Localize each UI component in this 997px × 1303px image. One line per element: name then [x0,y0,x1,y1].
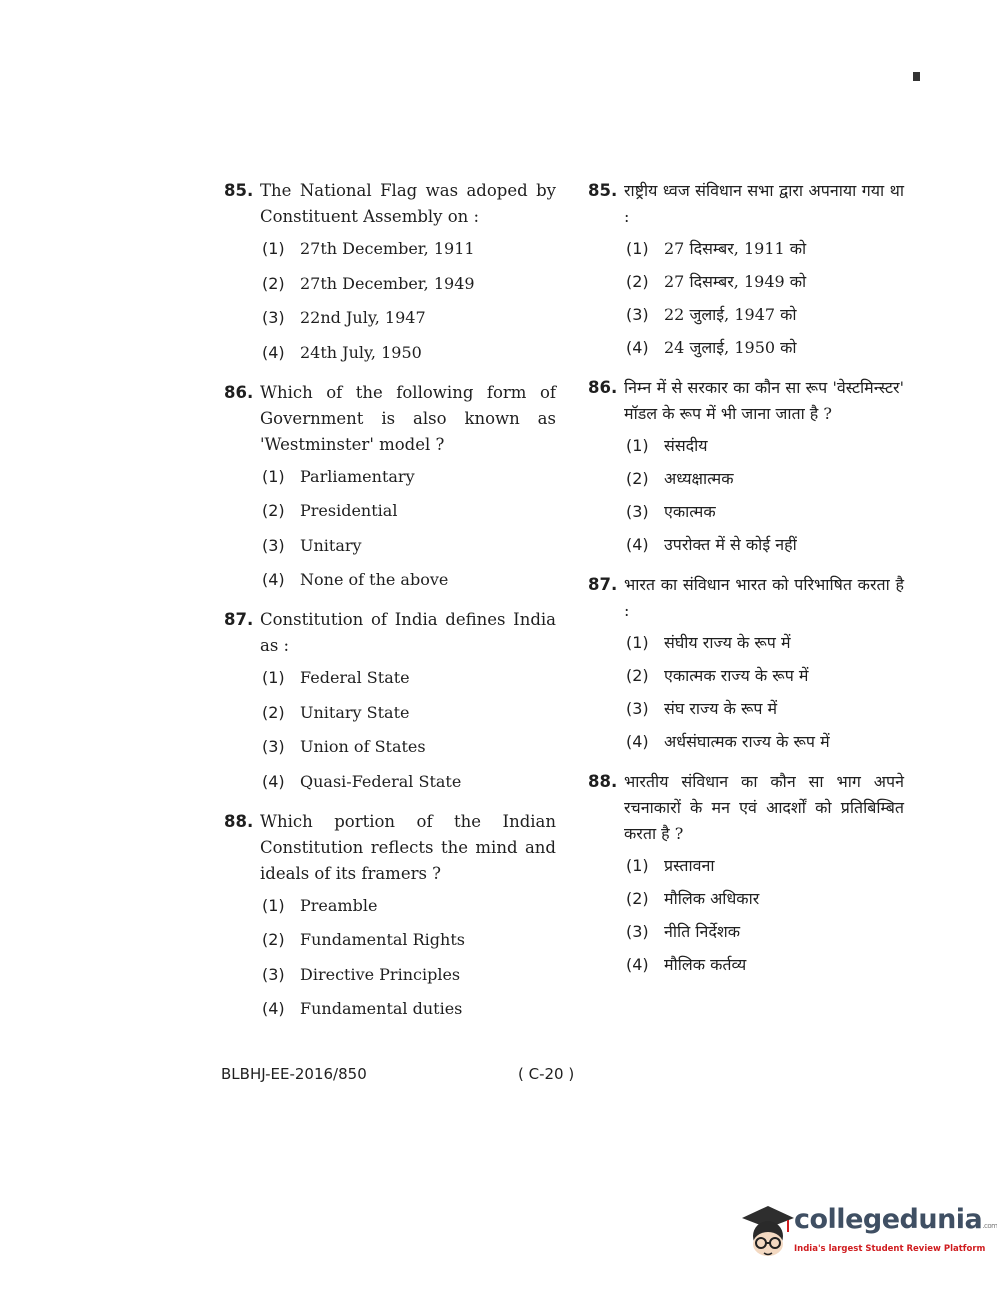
collegedunia-watermark [738,1198,997,1264]
question-text: राष्ट्रीय ध्वज संविधान सभा द्वारा अपनाया गया था : [624,181,904,226]
option-2: (2) अध्यक्षात्मक [626,469,734,488]
option-3: (3) Directive Principles [262,964,461,984]
option-1: (1) Parliamentary [262,466,415,486]
option-4: (4) 24 जुलाई, 1950 को [626,338,797,357]
question-text: भारतीय संविधान का कौन सा भाग अपने रचनाकारों के मन एवं आदर्शों को प्रतिबिम्बित करता है ? [624,772,904,843]
option-3: (3) नीति निर्देशक [626,922,741,941]
option-4: (4) मौलिक कर्तव्य [626,955,747,974]
option-2: (2) 27 दिसम्बर, 1949 को [626,272,807,291]
option-3: (3) 22 जुलाई, 1947 को [626,305,797,324]
brand-dotcom: .com [982,1222,997,1230]
option-4: (4) 24th July, 1950 [262,342,422,362]
option-1: (1) 27 दिसम्बर, 1911 को [626,239,807,258]
corner-mark [913,72,920,81]
option-1: (1) संसदीय [626,436,708,455]
option-3: (3) संघ राज्य के रूप में [626,699,778,718]
question-88-en [224,809,556,1021]
question-86-hi [588,375,904,556]
question-number: 86. [224,382,254,402]
options-list [588,435,904,556]
question-text: Which of the following form of Government is also known as 'Westminster' model ? [260,382,556,454]
question-88-hi [588,769,904,976]
option-3: (3) 22nd July, 1947 [262,308,426,327]
option-4: (4) Quasi-Federal State [262,771,462,791]
options-list [224,667,556,793]
option-4: (4) None of the above [262,570,449,589]
option-2: (2) Unitary State [262,702,410,722]
paper-code: BLBHJ-EE-2016/850 [221,1065,367,1083]
option-3: (3) एकात्मक [626,502,716,521]
brand-tagline: India's largest Student Review Platform [794,1244,986,1254]
mascot-icon [738,1198,796,1264]
option-1: (1) संघीय राज्य के रूप में [626,633,791,652]
brand-name: collegedunia.com [794,1204,997,1235]
option-1: (1) Federal State [262,668,410,687]
question-text: भारत का संविधान भारत को परिभाषित करता है : [624,575,904,620]
question-85-en [224,178,556,364]
hindi-column [588,178,904,992]
question-number: 85. [224,181,254,200]
options-list [224,238,556,364]
question-number: 87. [588,575,618,594]
option-3: (3) Unitary [262,535,362,555]
option-1: (1) Preamble [262,895,378,915]
question-text: The National Flag was adoped by Constituent Assembly on : [260,181,556,226]
options-list [588,632,904,753]
question-number: 88. [224,811,254,831]
option-4: (4) अर्धसंघात्मक राज्य के रूप में [626,732,830,751]
page-number: ( C-20 ) [518,1065,575,1083]
question-number: 85. [588,181,618,200]
option-2: (2) मौलिक अधिकार [626,889,760,908]
options-list [224,895,556,1021]
option-4: (4) Fundamental duties [262,999,463,1018]
option-2: (2) 27th December, 1949 [262,273,475,293]
question-text: निम्न में से सरकार का कौन सा रूप 'वेस्टमिन्स्टर' मॉडल के रूप में भी जाना जाता है ? [624,378,904,423]
question-87-hi [588,572,904,753]
option-1: (1) प्रस्तावना [626,856,715,875]
option-4: (4) उपरोक्त में से कोई नहीं [626,535,797,554]
question-text: Constitution of India defines India as : [260,610,556,655]
options-list [224,466,556,592]
question-text: Which portion of the Indian Constitution reflects the mind and ideals of its framers ? [260,811,556,883]
question-number: 86. [588,378,618,397]
question-number: 88. [588,772,618,791]
question-87-en [224,607,556,793]
option-3: (3) Union of States [262,737,426,756]
question-number: 87. [224,610,254,629]
option-2: (2) Presidential [262,501,398,520]
options-list [588,855,904,976]
english-column [224,178,556,1036]
option-1: (1) 27th December, 1911 [262,239,475,258]
question-86-en [224,380,556,592]
options-list [588,238,904,359]
option-2: (2) एकात्मक राज्य के रूप में [626,666,809,685]
question-85-hi [588,178,904,359]
option-2: (2) Fundamental Rights [262,930,465,949]
